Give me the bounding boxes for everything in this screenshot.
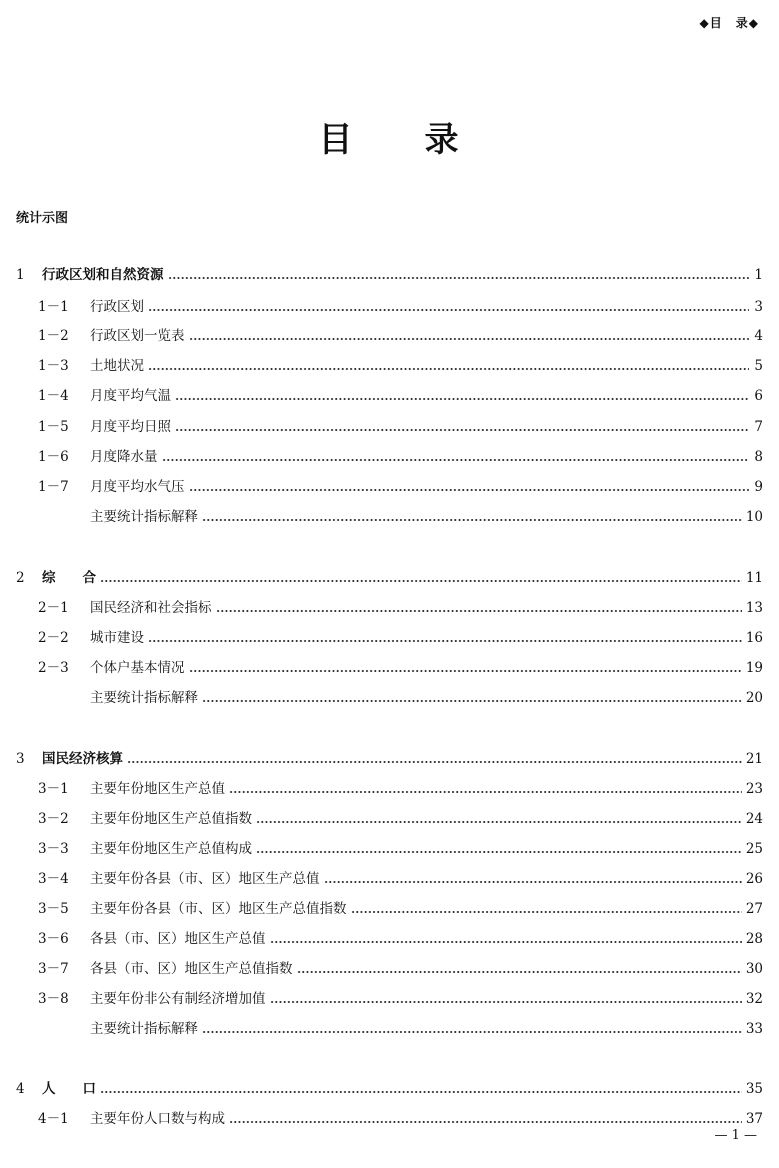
toc-entry-page: 28 xyxy=(745,931,763,947)
dot-leader xyxy=(256,821,742,823)
toc-entry-number: 3－3 xyxy=(38,841,69,857)
toc-entry-page: 30 xyxy=(745,961,763,977)
toc-entry-title: 主要统计指标解释 xyxy=(90,1021,198,1037)
toc-entry-number: 2 xyxy=(16,570,25,586)
toc-entry-number: 3－6 xyxy=(38,931,69,947)
toc-entry-number: 3－1 xyxy=(38,781,69,797)
toc-entry-number: 2－3 xyxy=(38,660,69,676)
toc-entry[interactable] xyxy=(16,1019,763,1039)
toc-entry[interactable] xyxy=(16,959,763,979)
dot-leader xyxy=(175,429,749,431)
dot-leader xyxy=(229,1121,742,1123)
dot-leader xyxy=(100,1091,742,1093)
toc-entry[interactable] xyxy=(16,356,763,376)
dot-leader xyxy=(148,368,749,370)
dot-leader xyxy=(162,459,750,461)
toc-entry-number: 1－5 xyxy=(38,419,69,435)
toc-entry-number: 3－8 xyxy=(38,991,69,1007)
toc-entry[interactable] xyxy=(16,809,763,829)
toc-entry-title: 人 口 xyxy=(42,1081,96,1097)
toc-entry-title: 月度平均气温 xyxy=(90,388,171,404)
toc-entry[interactable] xyxy=(16,598,763,618)
toc-entry-page: 21 xyxy=(745,751,763,767)
toc-entry[interactable] xyxy=(16,507,763,527)
dot-leader xyxy=(351,911,742,913)
toc-entry-title: 主要年份地区生产总值构成 xyxy=(90,841,252,857)
toc-entry-page: 11 xyxy=(745,570,763,586)
toc-entry-page: 4 xyxy=(754,328,763,344)
toc-entry-number: 1－7 xyxy=(38,479,69,495)
toc-entry-number: 3－7 xyxy=(38,961,69,977)
toc-entry-number: 1－1 xyxy=(38,299,69,315)
section-heading: 统计示图 xyxy=(16,211,69,226)
toc-entry-title: 个体户基本情况 xyxy=(90,660,185,676)
toc-entry[interactable] xyxy=(16,447,763,467)
toc-entry-page: 20 xyxy=(745,690,763,706)
toc-entry-page: 33 xyxy=(745,1021,763,1037)
toc-entry-number: 1－4 xyxy=(38,388,69,404)
toc-entry[interactable] xyxy=(16,297,763,317)
page-number: — 1 — xyxy=(714,1128,757,1143)
dot-leader xyxy=(297,971,742,973)
toc-entry-title: 主要年份地区生产总值 xyxy=(90,781,225,797)
toc-entry-number: 4 xyxy=(16,1081,25,1097)
dot-leader xyxy=(175,398,749,400)
toc-entry[interactable] xyxy=(16,869,763,889)
toc-entry[interactable] xyxy=(16,839,763,859)
toc-entry[interactable] xyxy=(16,779,763,799)
toc-entry-title: 主要年份各县（市、区）地区生产总值 xyxy=(90,871,320,887)
toc-entry-number: 1 xyxy=(16,267,25,283)
dot-leader xyxy=(189,489,750,491)
toc-entry-page: 27 xyxy=(745,901,763,917)
toc-entry-title: 主要年份各县（市、区）地区生产总值指数 xyxy=(90,901,347,917)
toc-entry-title: 行政区划 xyxy=(90,299,144,315)
toc-entry-number: 1－6 xyxy=(38,449,69,465)
toc-entry-title: 行政区划一览表 xyxy=(90,328,185,344)
dot-leader xyxy=(189,338,750,340)
toc-entry-page: 24 xyxy=(745,811,763,827)
toc-entry-page: 37 xyxy=(745,1111,763,1127)
toc-entry-number: 1－2 xyxy=(38,328,69,344)
toc-entry[interactable] xyxy=(16,628,763,648)
dot-leader xyxy=(148,640,742,642)
toc-entry-title: 主要年份地区生产总值指数 xyxy=(90,811,252,827)
toc-entry[interactable] xyxy=(16,1079,763,1099)
toc-entry-page: 35 xyxy=(745,1081,763,1097)
dot-leader xyxy=(100,580,742,582)
toc-entry-page: 16 xyxy=(745,630,763,646)
toc-entry-page: 9 xyxy=(754,479,763,495)
dot-leader xyxy=(202,700,742,702)
toc-entry-page: 26 xyxy=(745,871,763,887)
toc-entry[interactable] xyxy=(16,688,763,708)
toc-entry-page: 10 xyxy=(745,509,763,525)
toc-entry-page: 5 xyxy=(754,358,763,374)
toc-entry-number: 2－2 xyxy=(38,630,69,646)
dot-leader xyxy=(168,277,750,279)
toc-entry-page: 32 xyxy=(745,991,763,1007)
toc-entry-number: 4－1 xyxy=(38,1111,69,1127)
toc-entry-title: 主要年份人口数与构成 xyxy=(90,1111,225,1127)
toc-entry-page: 3 xyxy=(754,299,763,315)
dot-leader xyxy=(270,941,742,943)
toc-entry-page: 23 xyxy=(745,781,763,797)
dot-leader xyxy=(127,761,742,763)
toc-entry-page: 8 xyxy=(754,449,763,465)
dot-leader xyxy=(229,791,742,793)
toc-entry-title: 主要统计指标解释 xyxy=(90,509,198,525)
toc-entry-page: 19 xyxy=(745,660,763,676)
toc-entry-number: 2－1 xyxy=(38,600,69,616)
dot-leader xyxy=(256,851,742,853)
toc-entry-page: 25 xyxy=(745,841,763,857)
toc-entry-title: 综 合 xyxy=(42,570,96,586)
toc-entry[interactable] xyxy=(16,989,763,1009)
toc-entry-page: 7 xyxy=(754,419,763,435)
page-title-right: 录 xyxy=(424,120,461,160)
toc-entry-number: 3－5 xyxy=(38,901,69,917)
dot-leader xyxy=(216,610,742,612)
toc-entry-number: 3 xyxy=(16,751,25,767)
toc-entry-title: 各县（市、区）地区生产总值指数 xyxy=(90,961,293,977)
dot-leader xyxy=(202,519,742,521)
toc-entry[interactable] xyxy=(16,568,763,588)
toc-entry-number: 3－2 xyxy=(38,811,69,827)
toc-entry[interactable] xyxy=(16,658,763,678)
toc-entry[interactable] xyxy=(16,265,763,285)
toc-entry[interactable] xyxy=(16,899,763,919)
toc-entry[interactable] xyxy=(16,1109,763,1129)
toc-entry-title: 土地状况 xyxy=(90,358,144,374)
toc-entry-title: 月度降水量 xyxy=(90,449,158,465)
toc-entry-number: 3－4 xyxy=(38,871,69,887)
dot-leader xyxy=(270,1001,742,1003)
dot-leader xyxy=(324,881,742,883)
toc-entry-number: 1－3 xyxy=(38,358,69,374)
toc-entry[interactable] xyxy=(16,417,763,437)
toc-entry[interactable] xyxy=(16,326,763,346)
dot-leader xyxy=(189,670,742,672)
toc-entry-title: 月度平均日照 xyxy=(90,419,171,435)
toc-entry-page: 13 xyxy=(745,600,763,616)
toc-entry-title: 主要年份非公有制经济增加值 xyxy=(90,991,266,1007)
toc-entry-page: 1 xyxy=(754,267,763,283)
running-header: ◆目 录◆ xyxy=(699,16,759,30)
dot-leader xyxy=(202,1031,742,1033)
toc-entry-page: 6 xyxy=(754,388,763,404)
toc-entry-title: 国民经济核算 xyxy=(42,751,123,767)
toc-entry-title: 各县（市、区）地区生产总值 xyxy=(90,931,266,947)
toc-entry[interactable] xyxy=(16,477,763,497)
toc-entry-title: 主要统计指标解释 xyxy=(90,690,198,706)
dot-leader xyxy=(148,309,749,311)
toc-entry-title: 行政区划和自然资源 xyxy=(42,267,164,283)
toc-entry-title: 城市建设 xyxy=(90,630,144,646)
toc-entry[interactable] xyxy=(16,929,763,949)
toc-entry[interactable] xyxy=(16,749,763,769)
page-title-left: 目 xyxy=(318,120,355,160)
toc-entry-title: 月度平均水气压 xyxy=(90,479,185,495)
toc-entry[interactable] xyxy=(16,386,763,406)
toc-entry-title: 国民经济和社会指标 xyxy=(90,600,212,616)
